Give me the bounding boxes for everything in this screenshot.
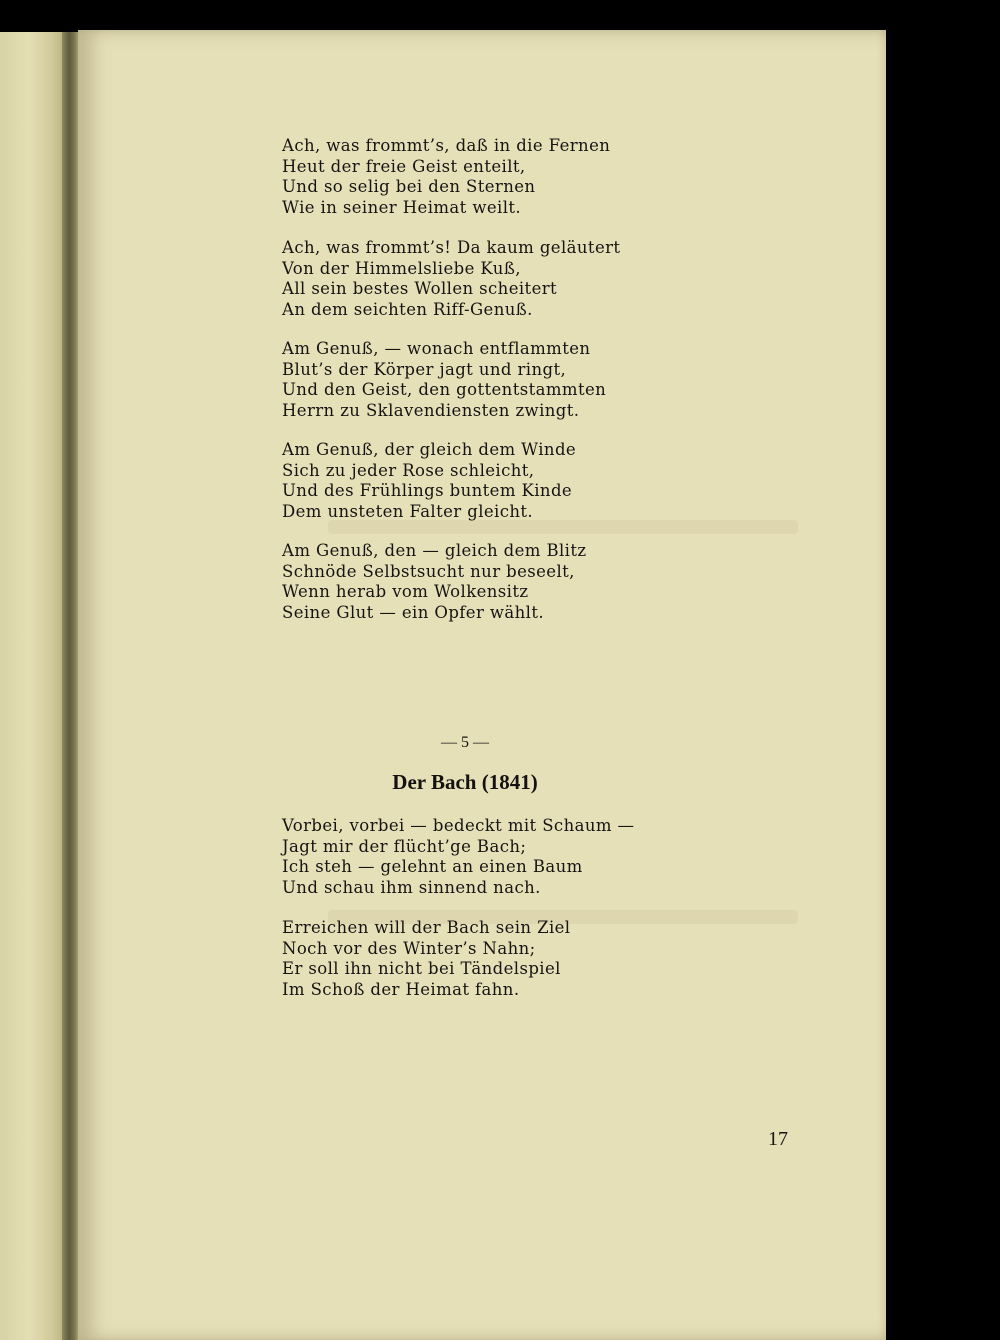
verse-line: Er soll ihn nicht bei Tändelspiel xyxy=(282,959,561,979)
verse-line: Sich zu jeder Rose schleicht, xyxy=(282,460,535,480)
verse-line: Am Genuß, — wonach entflammten xyxy=(282,339,591,358)
verse-line: Dem unsteten Falter gleicht. xyxy=(282,501,534,521)
stanza-2 xyxy=(282,238,620,320)
verse-line: Vorbei, vorbei — bedeckt mit Schaum — xyxy=(282,816,635,835)
verse-line: Und den Geist, den gottentstammten xyxy=(282,380,607,400)
verse-line: Und des Frühlings buntem Kinde xyxy=(282,481,573,501)
verse-line: Herrn zu Sklavendiensten zwingt. xyxy=(282,400,580,420)
page-number: 17 xyxy=(768,1128,788,1150)
verse-line: An dem seichten Riff-Genuß. xyxy=(282,299,533,319)
stanza-4 xyxy=(282,440,576,522)
verse-line: All sein bestes Wollen scheitert xyxy=(282,279,558,299)
stanza-1 xyxy=(282,136,610,218)
stanza-6 xyxy=(282,816,634,898)
verse-line: Und schau ihm sinnend nach. xyxy=(282,877,541,897)
verse-line: Ich steh — gelehnt an einen Baum xyxy=(282,857,583,877)
verse-line: Von der Himmelsliebe Kuß, xyxy=(282,258,521,278)
verse-line: Heut der freie Geist enteilt, xyxy=(282,156,526,176)
verse-line: Im Schoß der Heimat fahn. xyxy=(282,979,520,999)
verse-line: Wie in seiner Heimat weilt. xyxy=(282,197,522,217)
stanza-5 xyxy=(282,541,586,623)
stanza-3 xyxy=(282,339,606,421)
section-number: — 5 — xyxy=(441,734,489,751)
verse-line: Und so selig bei den Sternen xyxy=(282,177,536,197)
verse-line: Blut’s der Körper jagt und ringt, xyxy=(282,359,567,379)
verse-line: Erreichen will der Bach sein Ziel xyxy=(282,918,571,937)
verse-line: Am Genuß, den — gleich dem Blitz xyxy=(282,541,587,560)
verse-line: Schnöde Selbstsucht nur beseelt, xyxy=(282,561,575,581)
verse-line: Ach, was frommt’s! Da kaum geläutert xyxy=(282,238,621,257)
left-page-edge xyxy=(0,32,66,1340)
poem-title: Der Bach (1841) xyxy=(392,770,538,794)
verse-line: Jagt mir der flücht’ge Bach; xyxy=(282,836,527,856)
verse-line: Ach, was frommt’s, daß in die Fernen xyxy=(282,136,611,155)
stanza-7 xyxy=(282,918,570,1000)
book-page xyxy=(78,30,886,1340)
verse-line: Noch vor des Winter’s Nahn; xyxy=(282,938,536,958)
verse-line: Seine Glut — ein Opfer wählt. xyxy=(282,602,545,622)
verse-line: Wenn herab vom Wolkensitz xyxy=(282,582,529,602)
verse-line: Am Genuß, der gleich dem Winde xyxy=(282,440,577,459)
